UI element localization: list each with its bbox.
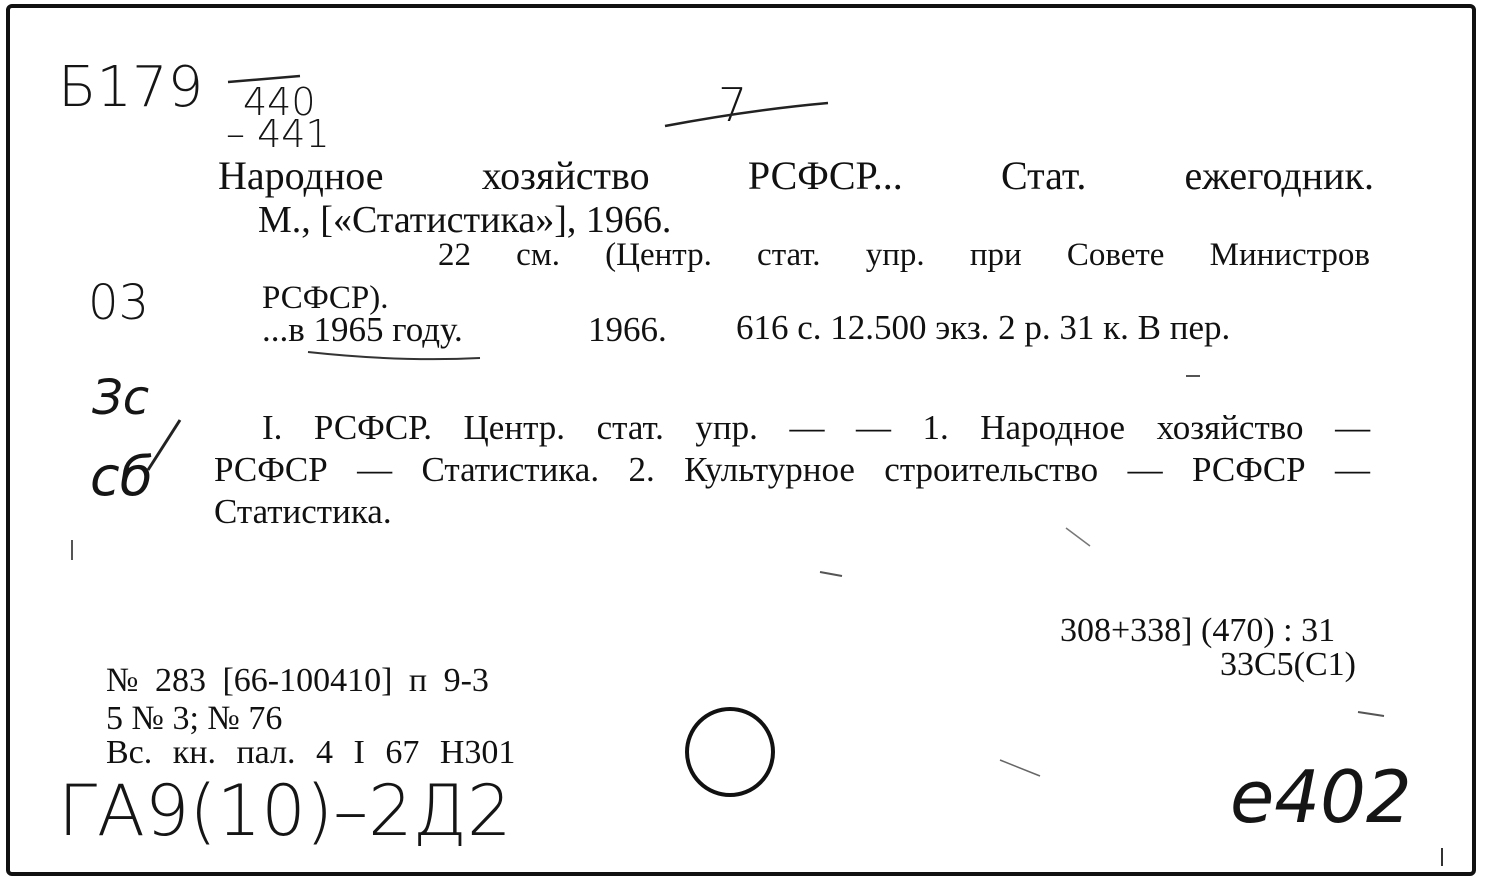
shelfmark-handwritten: Б179 (58, 55, 204, 120)
speck (1066, 528, 1090, 546)
tracing-word: 2. (628, 450, 655, 489)
series-word: Министров (1209, 237, 1371, 273)
tracing-word: — (1335, 450, 1371, 489)
tracing-word: I. РСФСР. (262, 408, 432, 447)
tracing-word: — (1335, 408, 1371, 447)
card-info-line-1: № 283 [66-100410] п 9-3 (106, 662, 489, 699)
tracings-line-3: Статистика. (214, 492, 392, 531)
tracing-word: Культурное (684, 450, 855, 489)
issue-details: 616 с. 12.500 экз. 2 р. 31 к. В пер. (736, 308, 1231, 347)
tracing-word: РСФСР (1191, 450, 1306, 489)
card-info-line-3: Вс. кн. пал. 4 I 67 Н301 (106, 734, 516, 771)
note-03-handwritten: 03 (88, 275, 150, 331)
note-stroke (665, 103, 828, 126)
title-word: ежегодник. (1184, 153, 1374, 198)
tracing-word: упр. (695, 408, 758, 447)
speck (1358, 712, 1384, 716)
udc-index: 308+338] (470) : 31 (1060, 612, 1336, 649)
call-number-handwritten: ГА9(10)–2Д2 (58, 770, 512, 852)
title-word: РСФСР... (747, 153, 903, 198)
tracing-word: Народное (980, 408, 1126, 447)
pages-overline (228, 76, 300, 82)
pages-top-handwritten: 440 (243, 80, 316, 124)
issue-title: в 1965 году. (288, 310, 463, 349)
series-word: стат. (757, 237, 821, 273)
tracing-word: — (357, 450, 393, 489)
tracing-word: Статистика. (421, 450, 600, 489)
note-sb-handwritten: сб (90, 445, 153, 508)
series-word: при (969, 237, 1022, 273)
note-top-handwritten: 7 (718, 78, 748, 132)
tracing-word: РСФСР (214, 450, 328, 489)
pages-bottom-handwritten: – 441 (226, 112, 330, 156)
tracing-word: — — 1. (789, 408, 949, 447)
issue-prefix: ... (262, 310, 289, 349)
title-word: хозяйство (481, 153, 650, 198)
inventory-handwritten: е402 (1230, 755, 1412, 839)
card-info-line-2: 5 № 3; № 76 (106, 700, 283, 737)
series-word: 22 см. (438, 237, 560, 273)
speck (820, 572, 842, 576)
issue-year: 1966. (588, 310, 667, 349)
speck (1000, 760, 1040, 776)
title-word: Стат. (1001, 153, 1087, 198)
series-word: (Центр. (605, 237, 712, 273)
handwritten-underline (308, 352, 480, 359)
imprint: М., [«Статистика»], 1966. (258, 199, 672, 241)
tracing-word: хозяйство (1156, 408, 1304, 447)
title-word: Народное (218, 153, 384, 198)
tracing-word: Центр. (463, 408, 566, 447)
series-word: Совете (1066, 237, 1165, 273)
slash-mark (148, 420, 180, 470)
pages-bottom-value: 441 (257, 112, 330, 156)
punch-hole (687, 709, 773, 795)
tracing-word: строительство (884, 450, 1099, 489)
bbk-index: 33С5(С1) (1220, 646, 1356, 683)
tracing-word: — (1127, 450, 1163, 489)
series-word: упр. (865, 237, 925, 273)
tracing-word: стат. (596, 408, 664, 447)
note-zs-handwritten: Зс (92, 370, 150, 426)
series-continuation: РСФСР). (262, 280, 389, 316)
